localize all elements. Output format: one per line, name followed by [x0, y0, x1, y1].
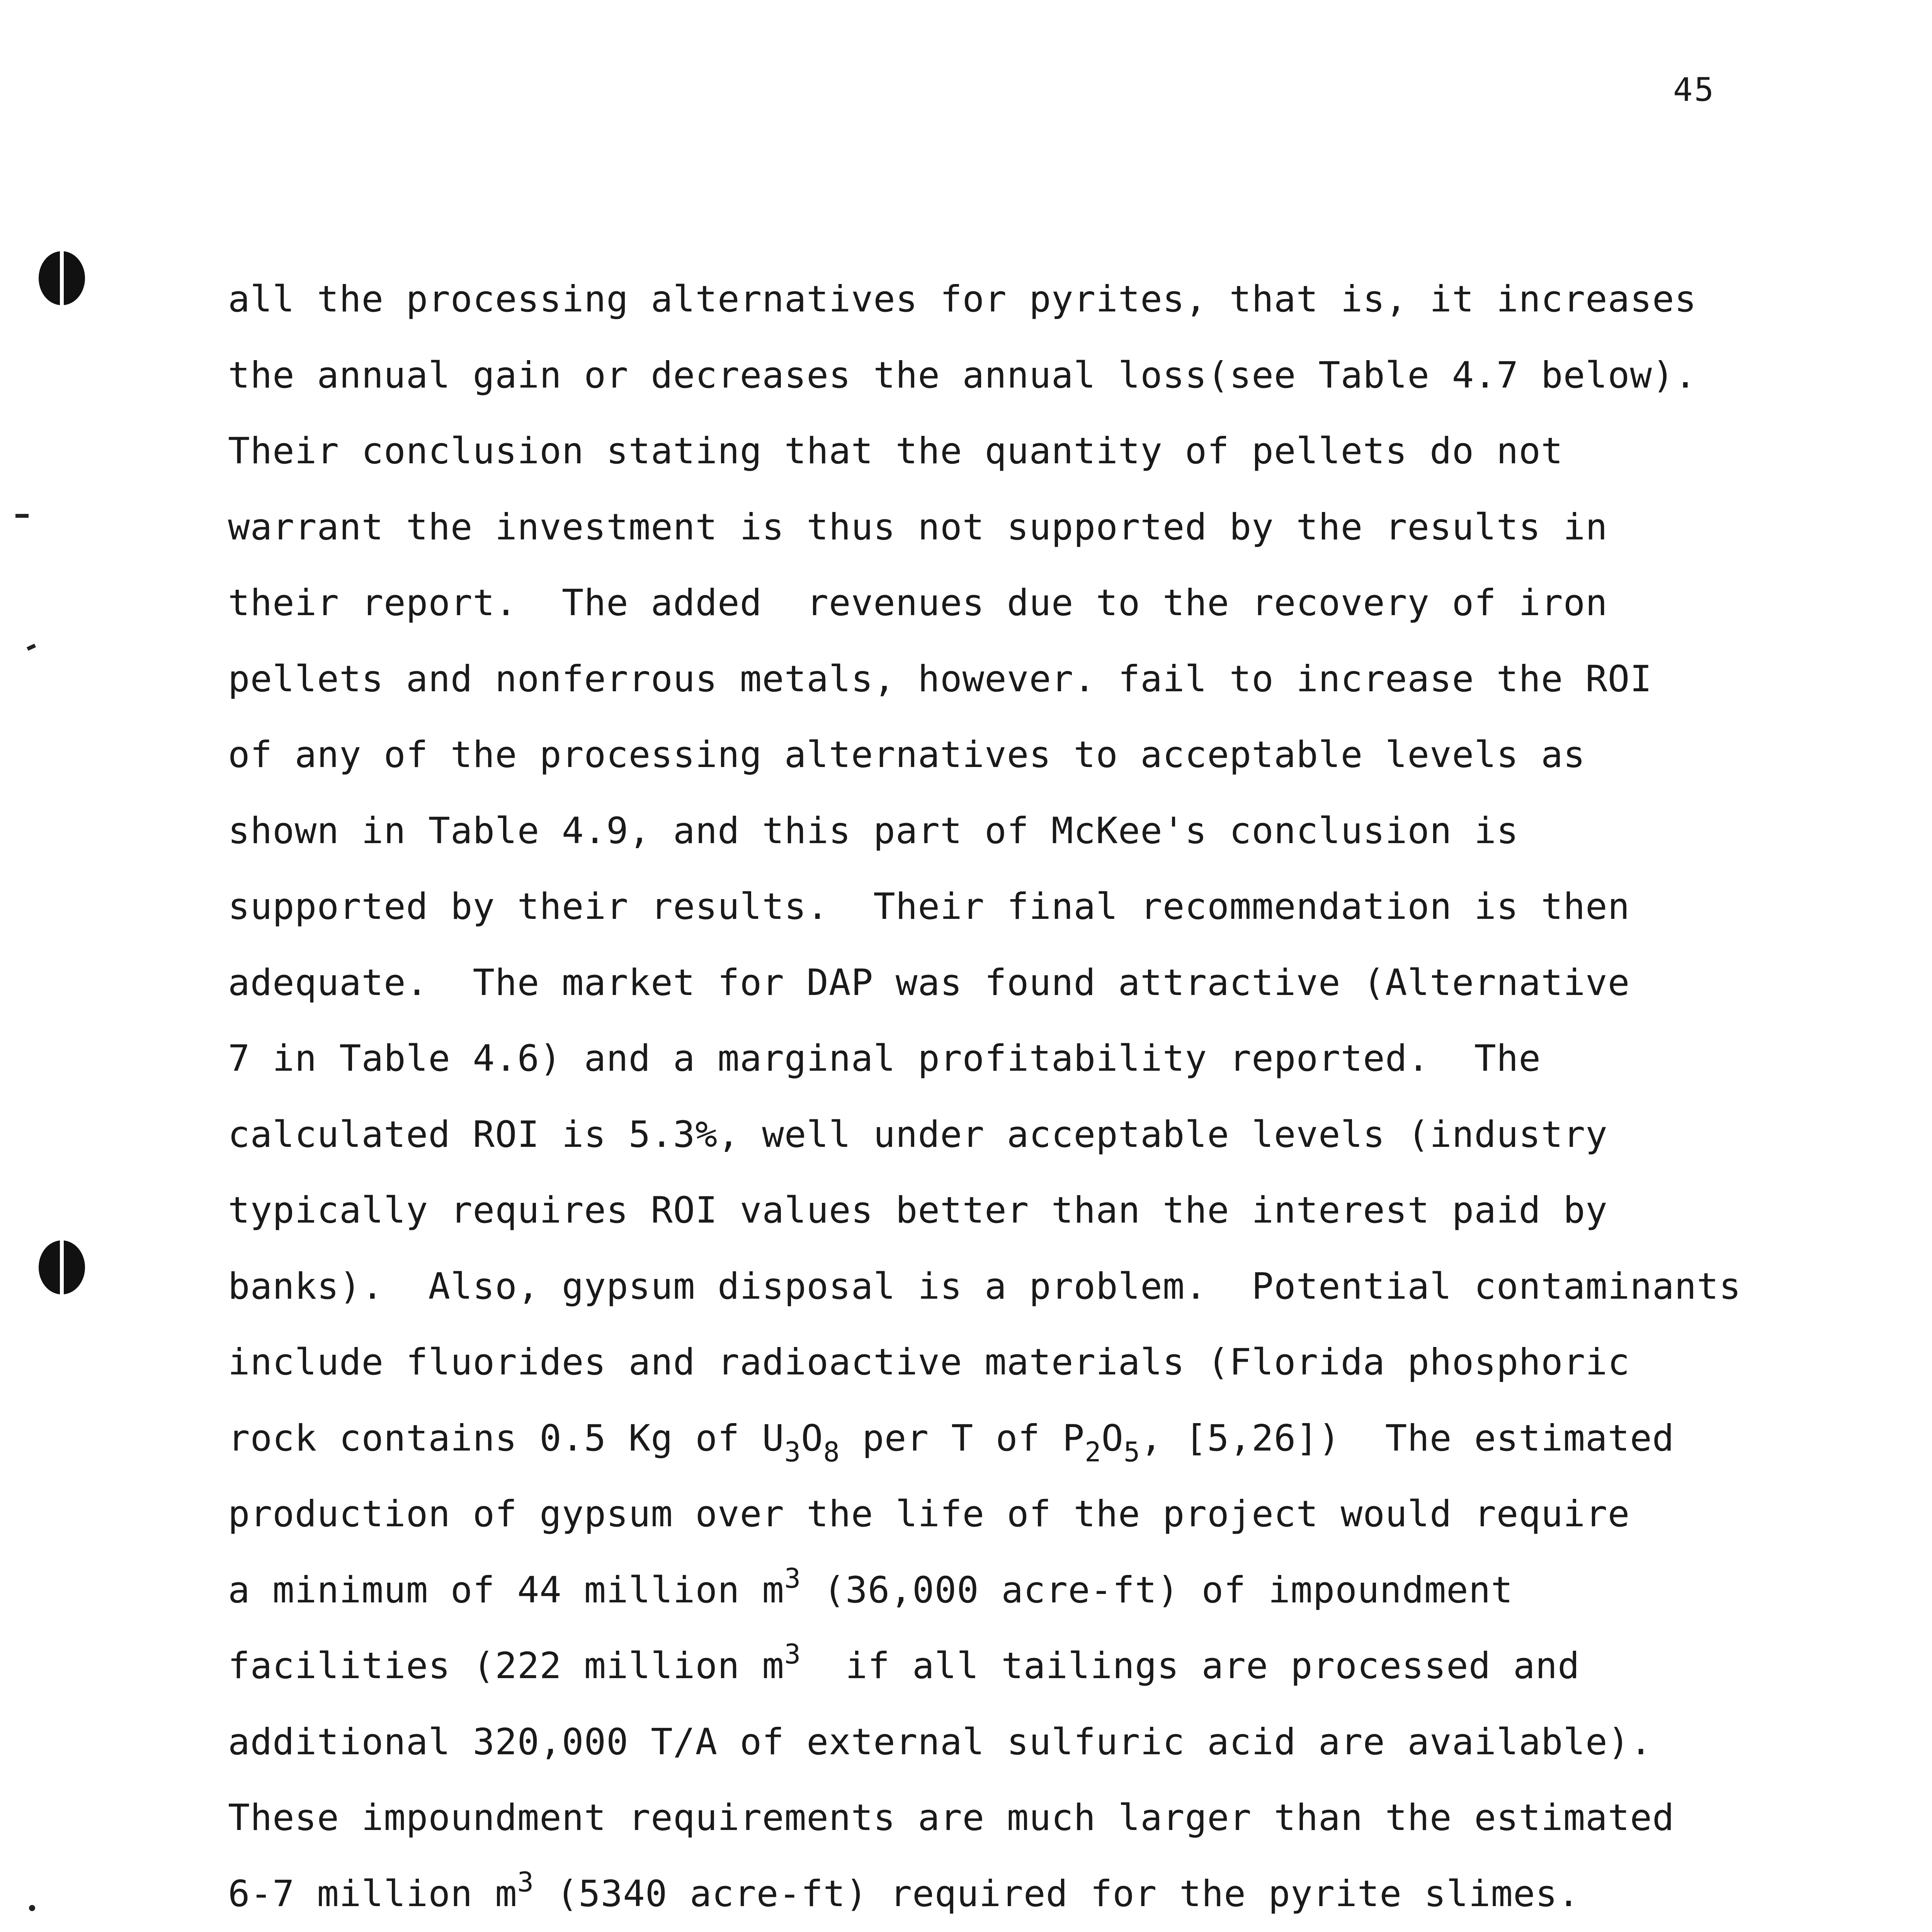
text-line-20: additional 320,000 T/A of external sulfuric acid are available).	[228, 1721, 1652, 1763]
text-segment: if all tailings are processed and	[801, 1645, 1580, 1687]
body-text	[228, 278, 1812, 1932]
text-segment: 6-7 million m	[228, 1872, 517, 1915]
text-line-15: include fluorides and radioactive materials (Florida phosphoric	[228, 1341, 1630, 1383]
text-line-18	[228, 1562, 1812, 1645]
scan-speck	[27, 644, 36, 651]
superscript: 3	[784, 1562, 801, 1594]
page-number: 45	[1673, 71, 1716, 109]
scan-speck	[29, 1905, 35, 1911]
subscript: 8	[823, 1436, 840, 1468]
text-line-1: all the processing alternatives for pyrites, that is, it increases	[228, 278, 1697, 320]
text-line-19	[228, 1638, 1812, 1721]
text-line-13: typically requires ROI values better than the interest paid by	[228, 1189, 1608, 1231]
text-line-6: pellets and nonferrous metals, however. fail to increase the ROI	[228, 658, 1652, 700]
text-line-5: their report. The added revenues due to the recovery of iron	[228, 582, 1608, 624]
text-segment: facilities (222 million m	[228, 1645, 784, 1687]
text-line-21: These impoundment requirements are much larger than the estimated	[228, 1797, 1675, 1839]
text-segment: O	[801, 1417, 823, 1459]
text-line-2: the annual gain or decreases the annual loss(see Table 4.7 below).	[228, 354, 1697, 396]
binder-hole-middle	[39, 1240, 85, 1294]
subscript: 2	[1085, 1436, 1102, 1468]
superscript: 3	[517, 1866, 534, 1898]
text-line-16	[228, 1417, 1812, 1493]
text-segment: , [5,26]) The estimated	[1140, 1417, 1675, 1459]
text-line-8: shown in Table 4.9, and this part of McKee's conclusion is	[228, 810, 1519, 852]
text-segment: (5340 acre-ft) required for the pyrite slimes.	[534, 1872, 1580, 1915]
text-segment: (36,000 acre-ft) of impoundment	[801, 1569, 1513, 1611]
text-segment: a minimum of 44 million m	[228, 1569, 784, 1611]
text-line-4: warrant the investment is thus not supported by the results in	[228, 506, 1608, 548]
text-line-22	[228, 1866, 1812, 1932]
text-segment: O	[1101, 1417, 1124, 1459]
superscript: 3	[784, 1638, 801, 1670]
text-line-14: banks). Also, gypsum disposal is a problem. Potential contaminants	[228, 1265, 1742, 1308]
text-line-12: calculated ROI is 5.3%, well under acceptable levels (industry	[228, 1113, 1608, 1156]
subscript: 5	[1124, 1436, 1141, 1468]
text-segment: per T of P	[840, 1417, 1085, 1459]
text-line-10: adequate. The market for DAP was found attractive (Alternative	[228, 961, 1630, 1004]
text-line-11: 7 in Table 4.6) and a marginal profitability reported. The	[228, 1037, 1541, 1080]
text-segment: rock contains 0.5 Kg of U	[228, 1417, 784, 1459]
binder-hole-top	[39, 251, 85, 305]
text-line-9: supported by their results. Their final recommendation is then	[228, 886, 1630, 928]
text-line-17: production of gypsum over the life of the project would require	[228, 1493, 1630, 1535]
text-line-3: Their conclusion stating that the quantity of pellets do not	[228, 430, 1563, 472]
subscript: 3	[784, 1436, 801, 1468]
scan-speck	[15, 514, 29, 518]
text-line-7: of any of the processing alternatives to acceptable levels as	[228, 734, 1586, 776]
